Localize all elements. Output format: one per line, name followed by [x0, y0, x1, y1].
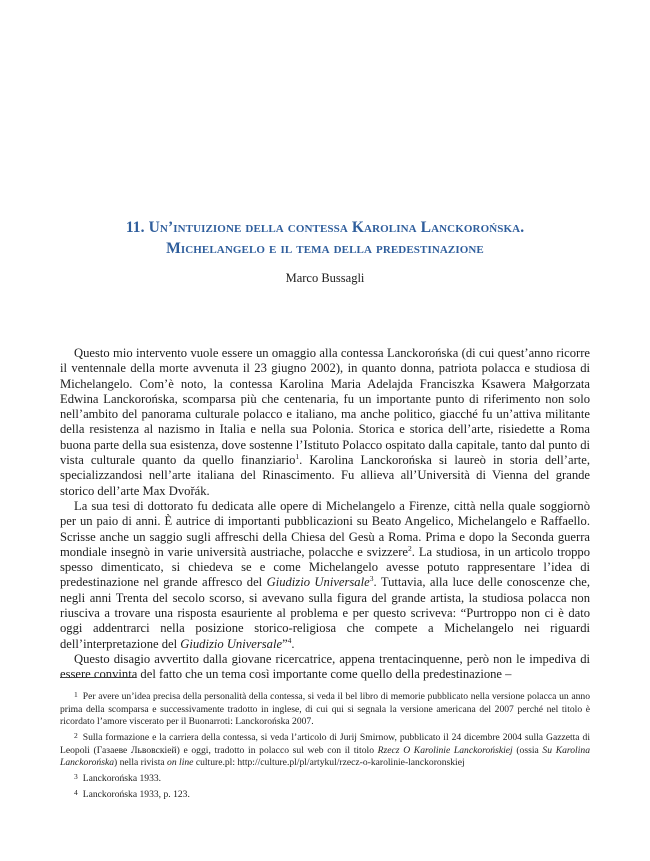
footnote-2-text-d: culture.pl: http://culture.pl/pl/artykul/rzecz-o-karolinie-lanckoronskiej — [193, 757, 465, 768]
footnote-ref-2: 2 — [408, 543, 412, 553]
footnote-4 — [60, 787, 590, 802]
footnote-2-number: 2 — [74, 731, 78, 740]
footnote-2-text-c: ) nella rivista — [114, 757, 168, 768]
footnote-ref-1: 1 — [295, 451, 300, 461]
paragraph-2-text-c: . Tuttavia, alla luce delle conoscenze che, negli anni Trenta del secolo scorso, si avevano sulla figura del grande artista, la studiosa polacca non riusciva a trovare una risposta esauriente al problema e per questo scriveva: “Purtroppo non ci è dato oggi addentrarci nella posizione storico-religiosa che compete a Michelangelo nei riguardi dell’interpretazione del — [60, 575, 590, 651]
footnote-4-text: Lanckorońska 1933, p. 123. — [82, 789, 190, 800]
chapter-title-line-1: 11. Un’intuizione della contessa Karolina Lanckorońska. — [125, 219, 525, 236]
paragraph-1-text-b: . Karolina Lanckorońska si laureò in storia dell’arte, specializzandosi nell’arte italiana del Rinascimento. Fu allieva all’Università di Vienna del grande storico dell’arte Max Dvořák. — [60, 453, 590, 498]
footnote-3-number: 3 — [74, 772, 78, 781]
footnote-ref-3: 3 — [369, 574, 374, 584]
paragraph-2-text-b: . La studiosa, in un articolo troppo spesso dimenticato, si chiedeva se e come Michelangelo avesse potuto rappresentare l’idea di predestinazione nel grande affresco del — [60, 544, 591, 590]
footnote-2-italic-a: Rzecz O Karolinie Lanckorońskiej — [377, 744, 513, 756]
body-text — [60, 346, 590, 683]
paragraph-1 — [60, 346, 590, 499]
footnote-1-text: Per avere un’idea precisa della personalità della contessa, si veda il bel libro di memorie pubblicato nella versione polacca un anno prima della scomparsa e successivamente tradotto in inglese, di cui qui si segnala la versione americana del 2007 perché nel titolo è ricordato l’amore viscerato per il Buonarroti: Lanckorońska 2007. — [60, 691, 590, 727]
footnote-2-text-a: Sulla formazione e la carriera della contessa, si veda l’articolo di Jurij Smirnow, pubblicato il 24 dicembre 2004 sulla Gazzetta di Leopoli (Газаеве Львовскiей) e oggi, tradotto in polacco sul web con il titolo — [60, 732, 590, 756]
footnote-2 — [60, 730, 590, 770]
footnote-3-text: Lanckorońska 1933. — [82, 773, 162, 784]
paragraph-2-text-a: La sua tesi di dottorato fu dedicata alle opere di Michelangelo a Firenze, città nella quale soggiornò per un paio di anni. È autrice di importanti pubblicazioni su Beato Angelico, Michelangelo e Raffaello. Scrisse anche un saggio sugli affreschi della Chiesa del Gesù a Roma. Prima e dopo la Seconda guerra mondiale insegnò in varie università austriache, polacche e svizzere — [60, 498, 590, 559]
footnote-2-text-b: (ossia — [512, 744, 543, 756]
paragraph-2-text-d: ” — [282, 636, 288, 651]
footnote-4-number: 4 — [74, 788, 78, 797]
author-name: Marco Bussagli — [285, 271, 365, 285]
footnote-ref-4: 4 — [287, 635, 292, 645]
paragraph-2-text-e: . — [291, 636, 295, 651]
chapter-title — [60, 217, 590, 259]
italic-title-2: Giudizio Universale — [180, 636, 283, 651]
footnotes — [60, 689, 590, 803]
footnote-1-number: 1 — [74, 690, 78, 699]
paragraph-2 — [60, 499, 590, 652]
italic-title-1: Giudizio Universale — [266, 575, 370, 590]
paragraph-3: Questo disagio avvertito dalla giovane ricercatrice, appena trentacinquenne, però non le impediva di essere convinta del fatto che un tema così importante come quello della predestinazione – — [60, 651, 590, 682]
footnote-1 — [60, 689, 590, 729]
paragraph-1-text-a: Questo mio intervento vuole essere un omaggio alla contessa Lanckorońska (di cui quest’anno ricorre il ventennale della morte avvenuta il 23 giugno 2002), in quanto donna, patriota polacca e studiosa di Michelangelo. Com’è noto, la contessa Karolina Maria Adelajda Franciszka Ksawera Małgorzata Edwina Lanckorońska, scomparsa più che centenaria, fu un importante punto di riferimento non solo nell’ambito del panorama culturale polacco e italiano, ma anche politico, giacché fu un’attiva militante della resistenza al nazismo in Italia e nella sua Polonia. Storica e storica dell’arte, risiedette a Roma buona parte della sua esistenza, dove sostenne l’Istituto Polacco ospitato dalla capitale, tanto dal punto di vista culturale quanto da quello finanziario — [60, 346, 590, 468]
chapter-title-line-2: Michelangelo e il tema della predestinazione — [166, 240, 484, 257]
footnote-2-italic-c: on line — [167, 757, 194, 768]
footnote-2-italic-b: Su Karolina Lanckorońska — [60, 744, 590, 768]
footnote-divider — [60, 677, 136, 678]
footnote-3 — [60, 771, 590, 786]
